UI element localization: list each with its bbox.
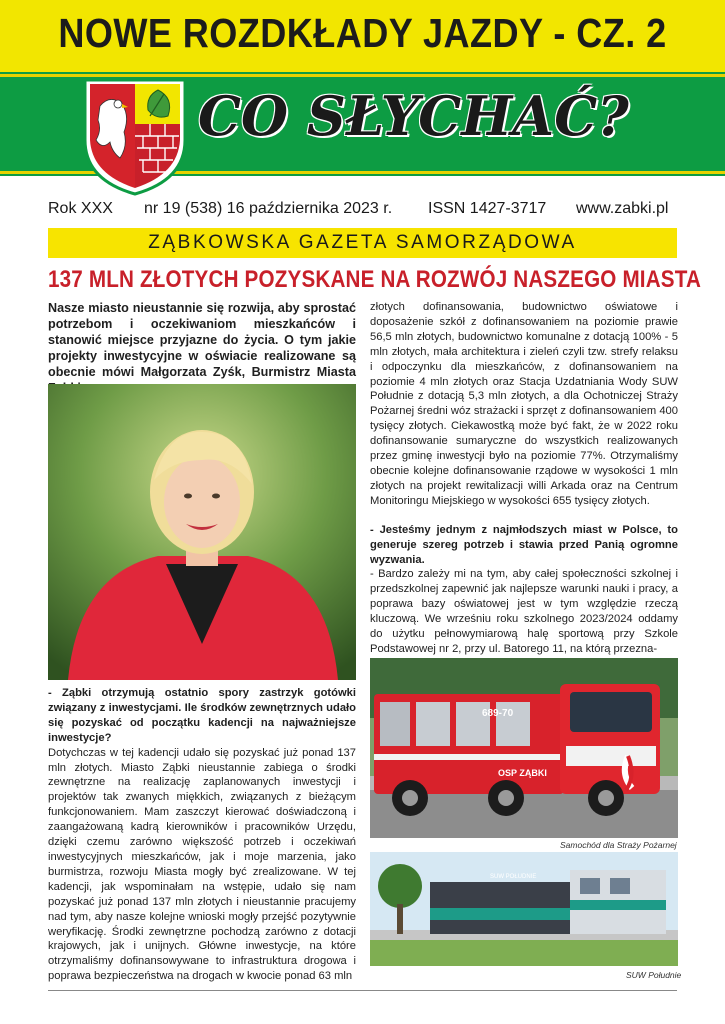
article-headline: 137 MLN ZŁOTYCH POZYSKANE NA ROZWÓJ NASZEGO MIASTA: [48, 266, 702, 293]
suw-caption: SUW Południe: [626, 970, 682, 980]
article-lead: Nasze miasto nieustannie się rozwija, aby sprostać potrzebom i oczekiwaniom mieszkańców i stanowić miejsce przyjazne do życia. O tym jakie projekty inwestycyjne w oświacie realizowane są obecnie mówi Małgorzata Zyśk, Burmistrz Miasta: [48, 301, 356, 379]
bottom-divider: [48, 990, 677, 991]
fire-truck-caption: Samochód dla Straży Pożarnej: [560, 840, 677, 850]
subtitle-text: ZĄBKOWSKA GAZETA SAMORZĄDOWA: [148, 232, 577, 253]
issue-label: nr 19 (538) 16 października 2023 r.: [144, 200, 393, 217]
question-1: - Ząbki otrzymują ostatnio spory zastrzyk gotówki związany z inwestycjami. Ile środków zewnętrznych udało się pozyskać od początku kadencji na najważniejsze inwestycje?: [48, 687, 356, 744]
issn-label: ISSN 1427-3717: [428, 200, 547, 217]
suw-building-illustration: [370, 852, 678, 966]
fire-truck-label: OSP ZĄBKI: [498, 768, 547, 778]
article-lead-block: [48, 300, 356, 396]
banner-heading: NOWE ROZDKŁADY JAZDY - CZ. 2: [58, 10, 667, 56]
website-link[interactable]: www.zabki.pl: [576, 200, 669, 217]
fire-truck-number: 689-70: [482, 708, 514, 719]
masthead-title: CO SŁYCHAĆ?: [198, 84, 629, 148]
left-column-body: [48, 686, 356, 984]
top-banner: [0, 0, 725, 72]
answer-1-continued: złotych dofinansowania, budownictwo oświatowe i doposażenie szkół z dofinansowaniem na poziomie prawie 56,5 mln złotych, budownictwo komunalne z dotacją 100% - 5 mln złotych, mała architektura i zieleń czyli tzw. strefy relaksu i odpoczynku dla mieszkańców, z dofinansowaniem na poziomie 4 mln złotych oraz Stacja Uzdatniania Wody SUW Południe z dotacją 5,3 mln złotych, a dla Ochotniczej Straży Pożarnej średni wóz strażacki i sprzęt z dofinansowaniem 400 tysięcy złotych. Ciekawostką może być fakt, że w 2022 roku dofinansowanie sumaryczne do wszystkich realizowanych przez gminę inwestycji było na poziomie 77%. Otrzymaliśmy obecnie kolejne dofinansowanie rządowe w wysokości 1 mln złotych na projekt rewitalizacji willi Arkada oraz na Centrum Monitoringu Miejskiego w wysokości 655 tysięcy złotych.: [370, 301, 678, 507]
fire-truck-photo: [370, 658, 678, 838]
volume-label: Rok XXX: [48, 200, 113, 217]
portrait-illustration: [48, 384, 356, 680]
portrait-photo: [48, 384, 356, 680]
issue-meta-row: [48, 200, 680, 222]
suw-sign: SUW POŁUDNIE: [490, 874, 537, 880]
right-column-body: [370, 300, 678, 657]
fire-truck-illustration: [370, 658, 678, 838]
subtitle-bar: [48, 228, 677, 258]
coat-of-arms-icon: [80, 76, 190, 196]
question-2: - Jesteśmy jednym z najmłodszych miast w Polsce, to generuje szereg potrzeb i stawia przed Panią ogromne wyzwania.: [370, 523, 678, 566]
suw-building-photo: [370, 852, 678, 966]
answer-2: - Bardzo zależy mi na tym, aby całej społeczności szkolnej i przedszkolnej zapewnić jak najlepsze warunki nauki i pracy, a poprawa bazy oświatowej jest w tym względzie rzeczą kluczową. We wrześniu roku szkolnego 2023/2024 oddamy do użytku pełnowymiarową halę sportową przy Szkole Podstawowej nr 2, przy ul. Batorego 11, na którą przezna-: [370, 568, 678, 655]
answer-1: Dotychczas w tej kadencji udało się pozyskać już ponad 137 mln złotych. Miasto Ząbki nieustannie zabiega o środki zewnętrzne na realizację zaplanowanych inwestycji i projektów tak zwanych miękkich, związanych z bieżącym funkcjonowaniem. Mam zaszczyt kierować doświadczoną i zaangażowaną kadrą kierowników i pracowników Urzędu, dzięki czemu zarówno większość potrzeb i oczekiwań inwestycyjnych mieszkańców, jak i moje marzenia, jako burmistrza, rozwoju Miasta mogły być zrealizowane. W tej kadencji, jak wspominałam na wstępie, udało się nam pozyskać już ponad 137 mln złotych i nieustannie pracujemy nad tym, aby nasze kolejne wnioski mogły przejść pozytywnie weryfikację. Środki zewnętrzne pochodzą zarówno z dotacji krajowych, jak i unijnych. Główne inwestycje, na które otrzymaliśmy dofinansowywane to infrastruktura drogowa i poprawa bezpieczeństwa na drogach w kwocie ponad 63 mln: [48, 746, 356, 983]
